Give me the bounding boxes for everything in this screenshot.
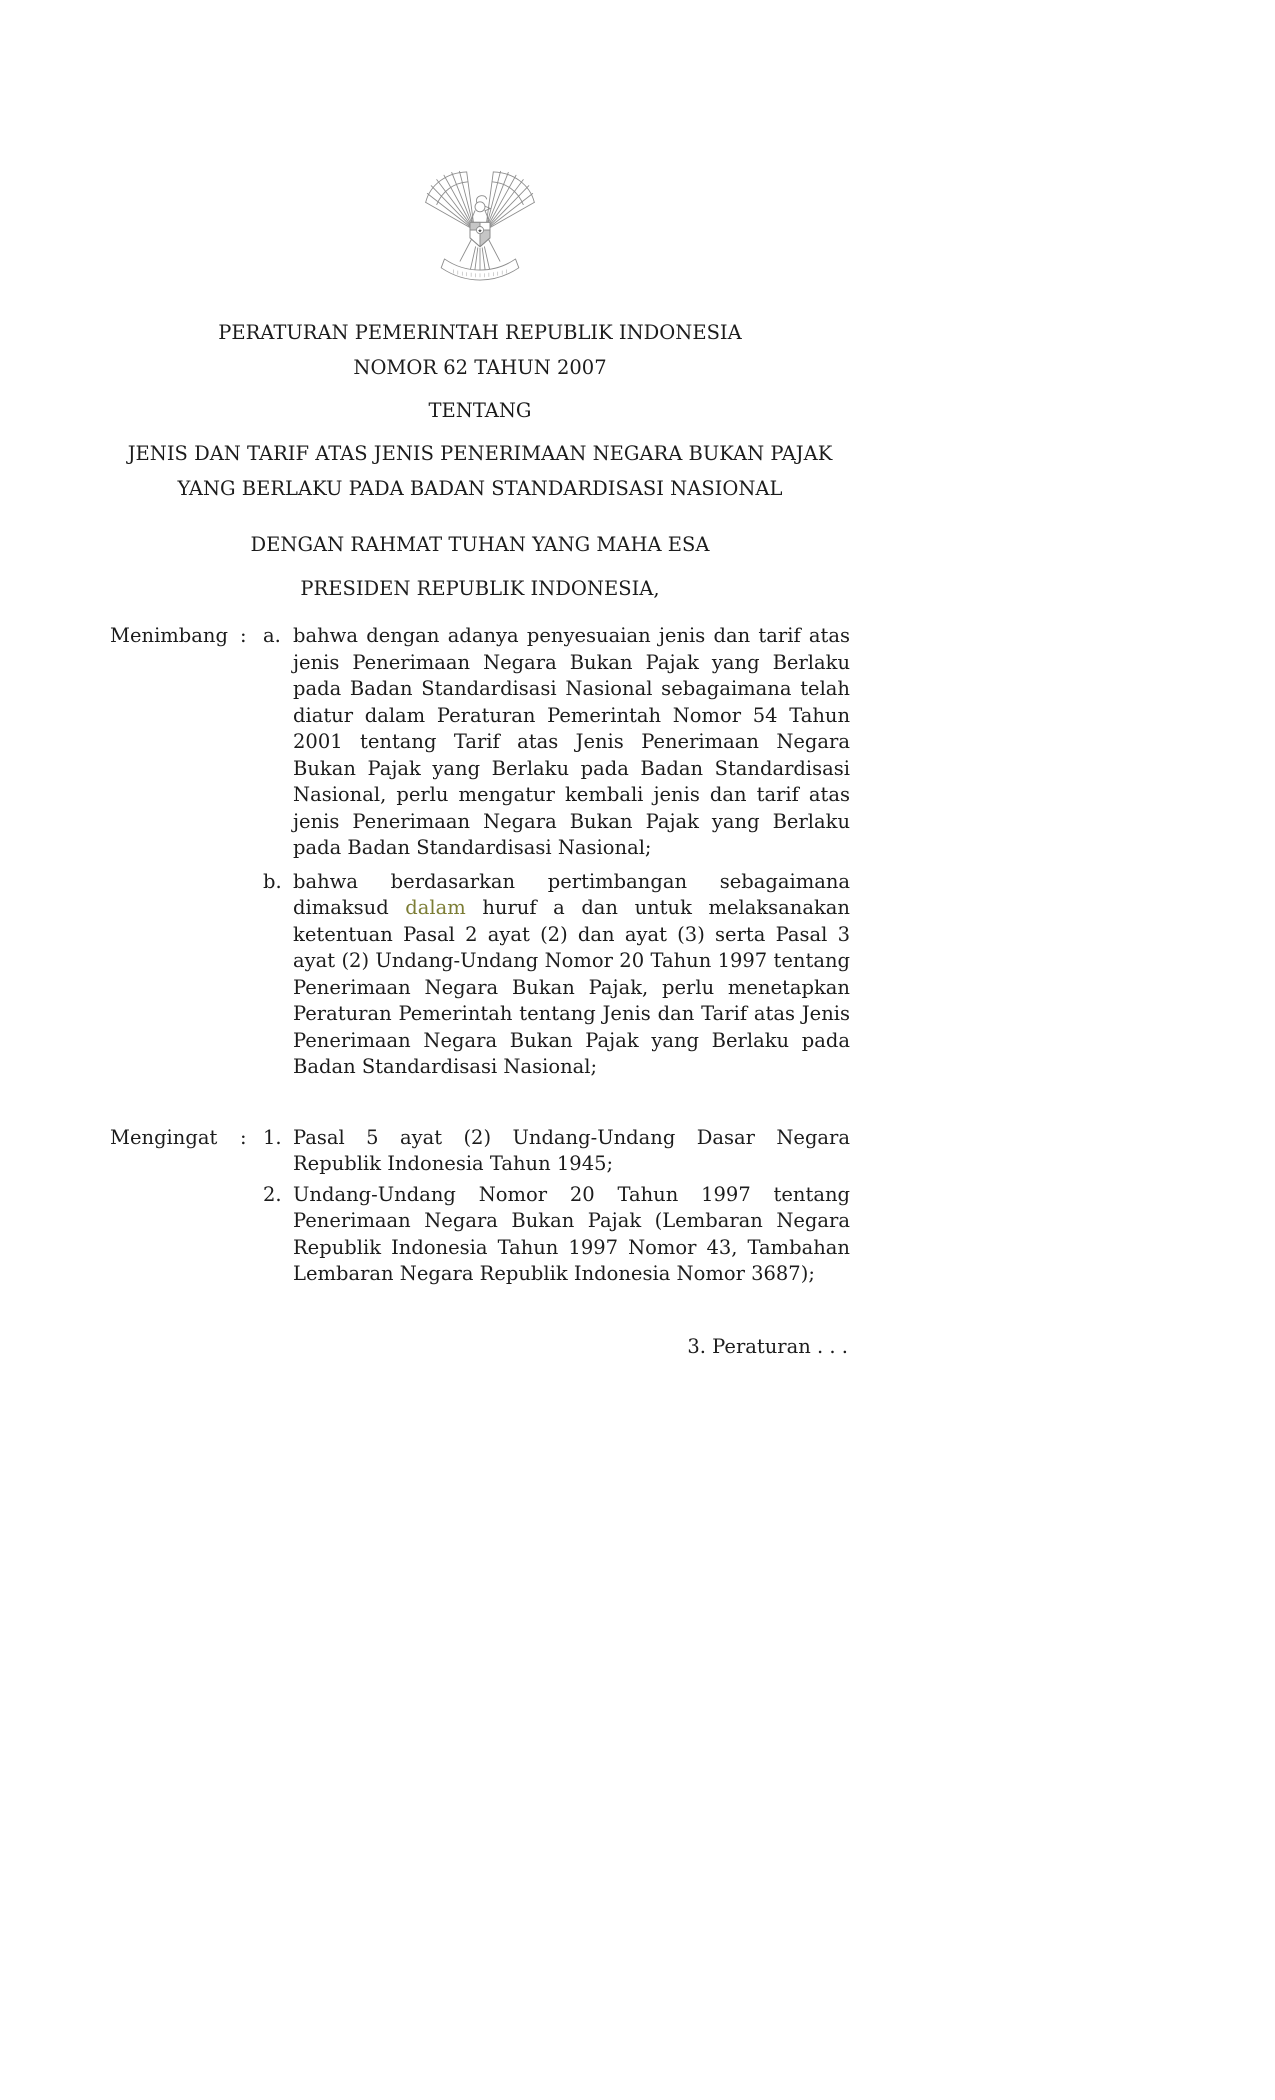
garuda-pancasila-emblem-icon: [419, 168, 541, 298]
mengingat-items: [263, 1125, 850, 1288]
item-a-text: bahwa dengan adanya penyesuaian jenis dan tarif atas jenis Penerimaan Negara Bukan Pajak yang Berlaku pada Badan Standardisasi Nasional sebagaimana telah diatur dalam Peraturan Pemerintah Nomor 54 Tahun 2001 tentang Tarif atas Jenis Penerimaan Negara Bukan Pajak yang Berlaku pada Badan Standardisasi Nasional, perlu mengatur kembali jenis dan tarif atas jenis Penerimaan Negara Bukan Pajak yang Berlaku pada Badan Standardisasi Nasional;: [293, 624, 850, 859]
item-2-marker: 2.: [263, 1182, 282, 1206]
menimbang-items: [263, 623, 850, 1081]
emblem-container: [110, 0, 850, 298]
menimbang-item-b: [263, 869, 850, 1081]
item-a-marker: a.: [263, 624, 281, 647]
item-b-text: [293, 869, 850, 1081]
item-2-text: Undang-Undang Nomor 20 Tahun 1997 tentang Penerimaan Negara Bukan Pajak (Lembaran Negara Republik Indonesia Tahun 1997 Nomor 43, Tambahan Lembaran Negara Republik Indonesia Nomor 3687);: [293, 1182, 850, 1285]
menimbang-label: Menimbang: [110, 624, 228, 647]
tentang-label: TENTANG: [428, 398, 532, 422]
item-b-text-after: huruf a dan untuk melaksanakan ketentuan Pasal 2 ayat (2) dan ayat (3) serta Pasal 3 ayat (2) Undang-Undang Nomor 20 Tahun 1997 tentang Penerimaan Negara Bukan Pajak, perlu menetapkan Peraturan Pemerintah tentang Jenis dan Tarif atas Jenis Penerimaan Negara Bukan Pajak yang Berlaku pada Badan Standardisasi Nasional;: [293, 896, 850, 1078]
title-block: [110, 320, 850, 603]
item-b-marker: b.: [263, 869, 282, 893]
document-content: [110, 0, 850, 1360]
mengingat-label: Mengingat: [110, 1125, 218, 1149]
mengingat-item-1: [263, 1125, 850, 1178]
svg-text:★: ★: [477, 228, 483, 235]
page-catchword: 3. Peraturan . . .: [687, 1334, 848, 1358]
subject-line-2: YANG BERLAKU PADA BADAN STANDARDISASI NASIONAL: [177, 476, 783, 500]
mengingat-section: [110, 1125, 850, 1288]
menimbang-section: [110, 623, 850, 1081]
authority-line: PRESIDEN REPUBLIK INDONESIA,: [300, 576, 660, 600]
menimbang-colon: :: [240, 624, 247, 647]
item-1-text: Pasal 5 ayat (2) Undang-Undang Dasar Negara Republik Indonesia Tahun 1945;: [293, 1125, 850, 1175]
invocation-line: DENGAN RAHMAT TUHAN YANG MAHA ESA: [250, 533, 710, 556]
subject-line-1: JENIS DAN TARIF ATAS JENIS PENERIMAAN NEGARA BUKAN PAJAK: [127, 442, 833, 465]
item-1-marker: 1.: [263, 1125, 282, 1149]
menimbang-item-a: [263, 623, 850, 862]
document-title: PERATURAN PEMERINTAH REPUBLIK INDONESIA: [218, 320, 742, 344]
mengingat-item-2: [263, 1182, 850, 1288]
item-b-text-before: bahwa berdasarkan pertimbangan sebagaimana dimaksud: [293, 869, 850, 919]
mengingat-colon: :: [240, 1125, 247, 1149]
document-number: NOMOR 62 TAHUN 2007: [353, 356, 607, 379]
highlighted-word: dalam: [405, 896, 466, 919]
